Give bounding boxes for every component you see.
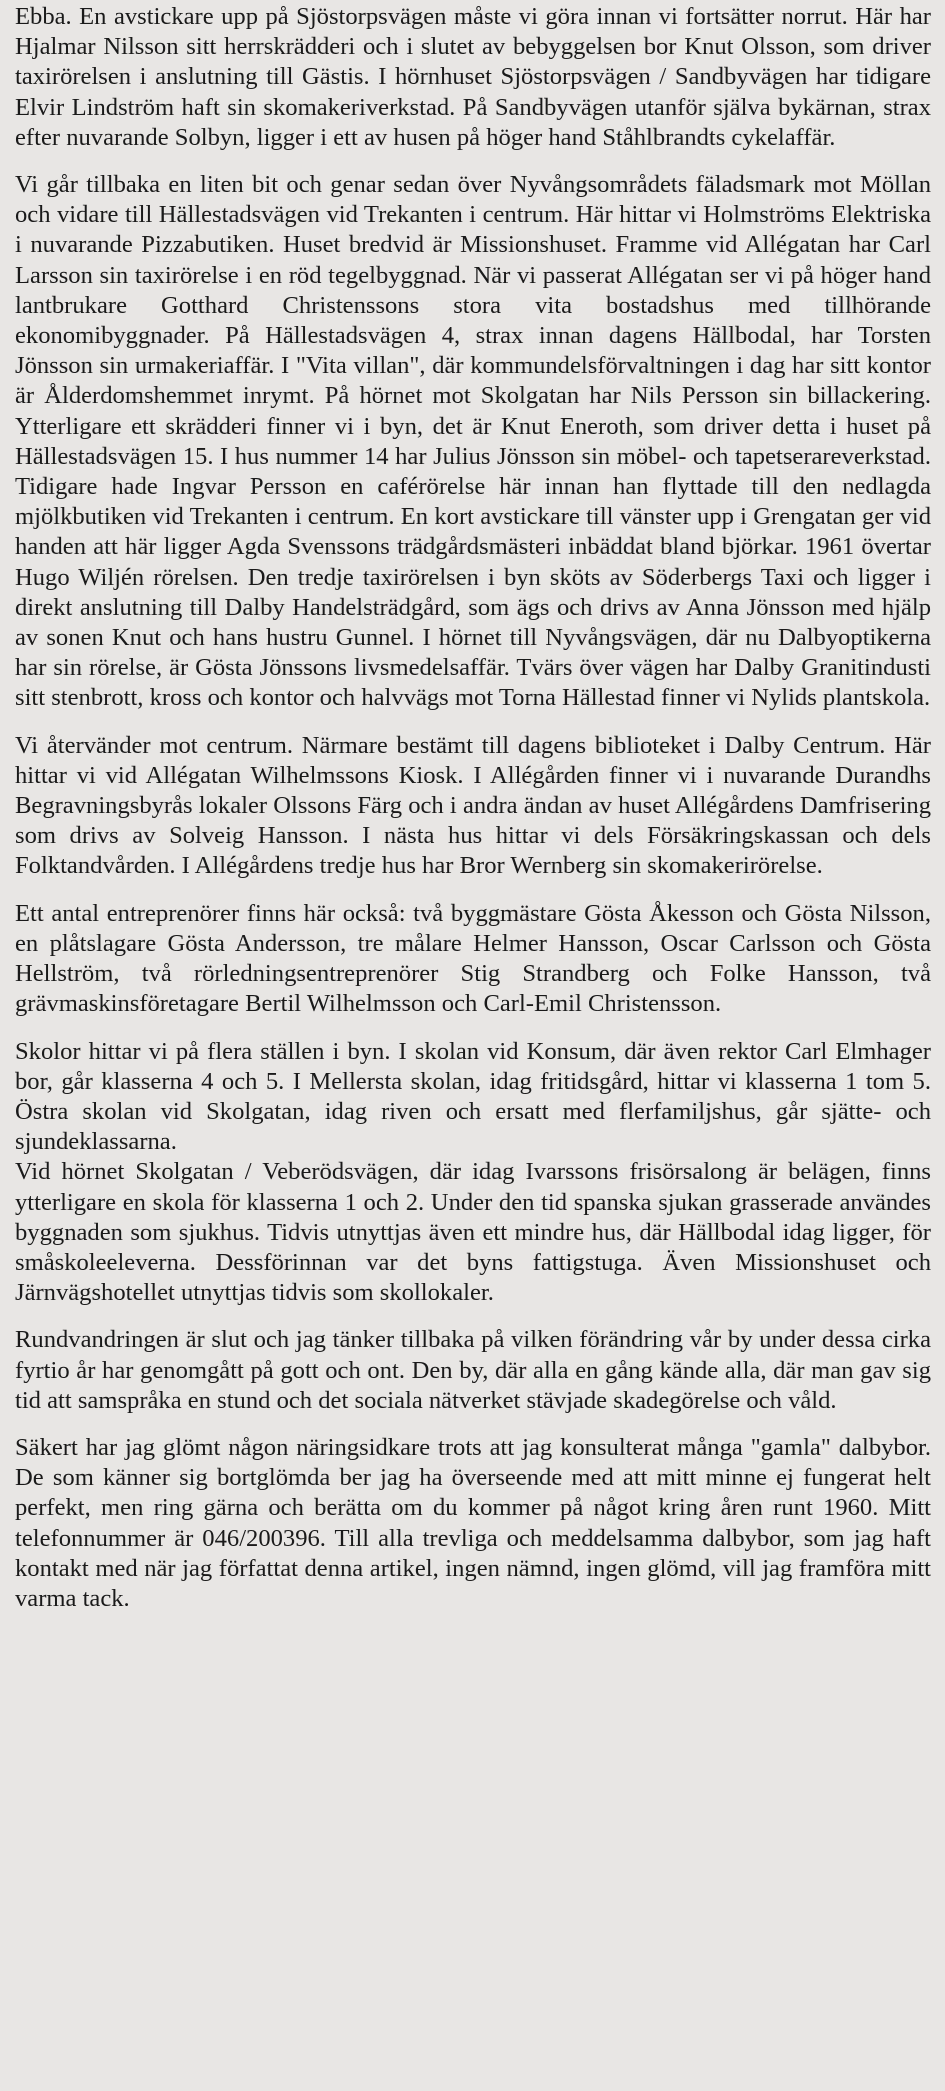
- paragraph-schools-continued: Vid hörnet Skolgatan / Veberödsvägen, där idag Ivarssons frisörsalong är belägen, finns ytterligare en skola för klasserna 1 och 2. Under den tid spanska sjukan grasserade användes byggnaden som sjukhus. Tidvis utnyttjas även ett mindre hus, där Hällbodal idag ligger, för småskoleeleverna. Dessförinnan var det byns fattigstuga. Även Missionshuset och Järnvägshotellet utnyttjas tidvis som skollokaler.: [15, 1158, 931, 1307]
- paragraph-schools: Skolor hittar vi på flera ställen i byn. I skolan vid Konsum, där även rektor Carl Elmhager bor, går klasserna 4 och 5. I Mellersta skolan, idag fritidsgård, hittar vi klasserna 1 tom 5. Östra skolan vid Skolgatan, idag riven och ersatt med flerfamiljshus, går sjätte- och sjundeklassarna.: [15, 1037, 931, 1156]
- paragraph-centrum: Vi återvänder mot centrum. Närmare bestämt till dagens biblioteket i Dalby Centrum. Här hittar vi vid Allégatan Wilhelmssons Kiosk. I Allégården finner vi i nuvarande Durandhs Begravningsbyrås lokaler Olssons Färg och i andra ändan av huset Allégårdens Damfrisering som drivs av Solveig Hansson. I nästa hus hittar vi dels Försäkringskassan och dels Folktandvården. I Allégårdens tredje hus har Bror Wernberg sin skomakerirörelse.: [15, 731, 931, 880]
- paragraph-hallestadsvagen: Vi går tillbaka en liten bit och genar sedan över Nyvångsområdets fäladsmark mot Möllan och vidare till Hällestadsvägen vid Trekanten i centrum. Här hittar vi Holmströms Elektriska i nuvarande Pizzabutiken. Huset bredvid är Missionshuset. Framme vid Allégatan har Carl Larsson sin taxirörelse i en röd tegelbyggnad. När vi passerat Allégatan ser vi på höger hand lantbrukare Gotthard Christenssons stora vita bostadshus med tillhörande ekonomibyggnader. På Hällestadsvägen 4, strax innan dagens Hällbodal, har Torsten Jönsson sin urmakeriaffär. I "Vita villan", där kommundelsförvaltningen i dag har sitt kontor är Ålderdomshemmet inrymt. På hörnet mot Skolgatan har Nils Persson sin billackering. Ytterligare ett skrädderi finner vi i byn, det är Knut Eneroth, som driver detta i huset på Hällestadsvägen 15. I hus nummer 14 har Julius Jönsson sin möbel- och tapetserareverkstad. Tidigare hade Ingvar Persson en caférörelse här innan han flyttade till den nedlagda mjölkbutiken vid Trekanten i centrum. En kort avstickare till vänster upp i Grengatan ger vid handen att här ligger Agda Svenssons trädgårdsmästeri inbäddat bland björkar. 1961 övertar Hugo Wiljén rörelsen. Den tredje taxirörelsen i byn sköts av Söderbergs Taxi och ligger i direkt anslutning till Dalby Handelsträdgård, som ägs och drivs av Anna Jönsson med hjälp av sonen Knut och hans hustru Gunnel. I hörnet till Nyvångsvägen, där nu Dalbyoptikerna har sin rörelse, är Gösta Jönssons livsmedelsaffär. Tvärs över vägen har Dalby Granitindusti sitt stenbrott, kross och kontor och halvvägs mot Torna Hällestad finner vi Nylids plantskola.: [15, 171, 931, 712]
- paragraph-walk-ends: Rundvandringen är slut och jag tänker tillbaka på vilken förändring vår by under dessa cirka fyrtio år har genomgått på gott och ont. Den by, där alla en gång kände alla, där man gav sig tid att samspråka en stund och det sociala nätverket stävjade skadegörelse och våld.: [15, 1326, 931, 1414]
- paragraph-northward-detour: Ebba. En avstickare upp på Sjöstorpsvägen måste vi göra innan vi fortsätter norrut. Här har Hjalmar Nilsson sitt herrskrädderi och i slutet av bebyggelsen bor Knut Olsson, som driver taxirörelsen i anslutning till Gästis. I hörnhuset Sjöstorpsvägen / Sandbyvägen har tidigare Elvir Lindström haft sin skomakeriverkstad. På Sandbyvägen utanför själva bykärnan, strax efter nuvarande Solbyn, ligger i ett av husen på höger hand Ståhlbrandts cykelaffär.: [15, 3, 931, 151]
- paragraph-entrepreneurs: Ett antal entreprenörer finns här också: två byggmästare Gösta Åkesson och Gösta Nilsson, en plåtslagare Gösta Andersson, tre målare Helmer Hansson, Oscar Carlsson och Gösta Hellström, två rörledningsentreprenörer Stig Strandberg och Folke Hansson, två grävmaskinsföretagare Bertil Wilhelmsson och Carl-Emil Christensson.: [15, 899, 931, 1018]
- paragraph-thanks: Säkert har jag glömt någon näringsidkare trots att jag konsulterat många "gamla" dalbybor. De som känner sig bortglömda ber jag ha överseende med att mitt minne ej fungerat helt perfekt, men ring gärna och berätta om du kommer på något kring åren runt 1960. Mitt telefonnummer är 046/200396. Till alla trevliga och meddelsamma dalbybor, som jag haft kontakt med när jag författat denna artikel, ingen nämnd, ingen glömd, vill jag framföra mitt varma tack.: [15, 1433, 931, 1612]
